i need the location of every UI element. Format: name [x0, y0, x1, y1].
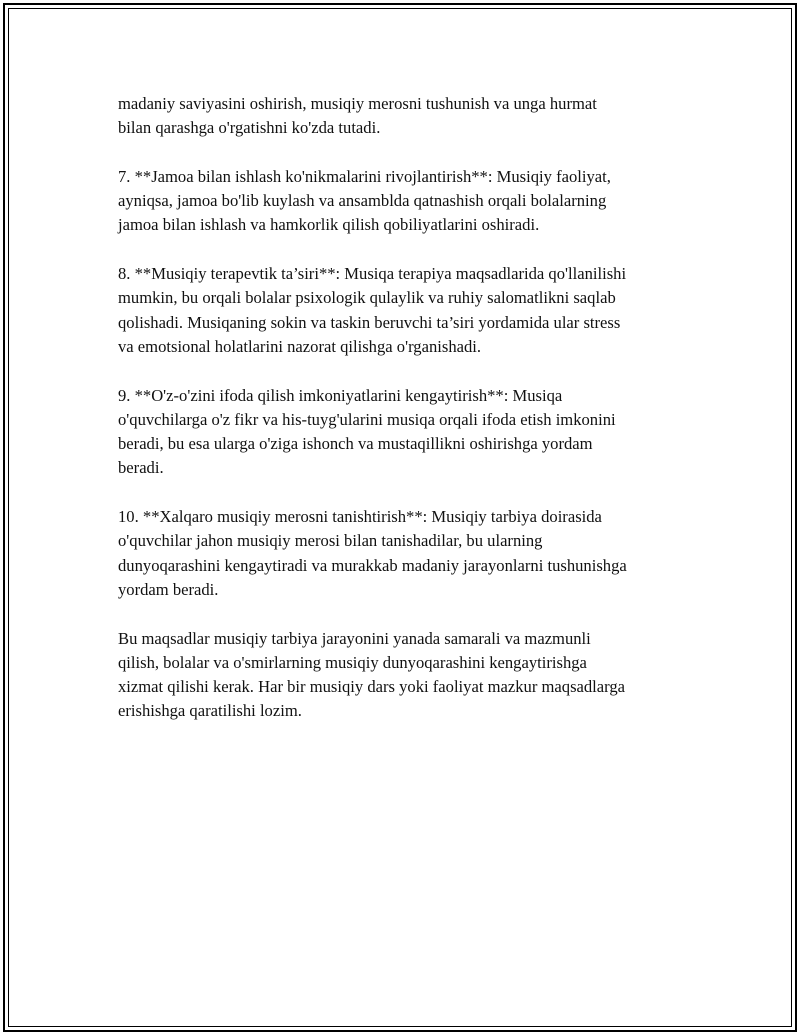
paragraph-conclusion: Bu maqsadlar musiqiy tarbiya jarayonini yanada samarali va mazmunli qilish, bolalar va o'smirlarning musiqiy dunyoqarashini kengaytirishga xizmat qilishi kerak. Har bir musiqiy dars yoki faoliyat mazkur maqsadlarga erishishga qaratilishi lozim.	[118, 628, 626, 721]
paragraph-item-7: 7. **Jamoa bilan ishlash ko'nikmalarini rivojlantirish**: Musiqiy faoliyat, ayniqsa, jamoa bo'lib kuylash va ansamblda qatnashish orqali bolalarning jamoa bilan ishlash va hamkorlik qilish qobiliyatlarini oshiradi.	[118, 166, 611, 235]
paragraph-item-10: 10. **Xalqaro musiqiy merosni tanishtirish**: Musiqiy tarbiya doirasida o'quvchilar jahon musiqiy merosi bilan tanishadilar, bu ularning dunyoqarashini kengaytiradi va murakkab madaniy jarayonlarni tushunishga yordam beradi.	[118, 507, 627, 599]
paragraph-continuation: madaniy saviyasini oshirish, musiqiy merosni tushunish va unga hurmat bilan qarashga o'rgatishni ko'zda tutadi.	[118, 94, 597, 138]
paragraph-item-8: 8. **Musiqiy terapevtik ta’siri**: Musiqa terapiya maqsadlarida qo'llanilishi mumkin, bu orqali bolalar psixologik qulaylik va ruhiy salomatlikni saqlab qolishadi. Musiqaning sokin va taskin beruvchi ta’siri yordamida ular stress va emotsional holatlarini nazorat qilishga o'rganishadi.	[118, 264, 627, 356]
paragraph-item-9: 9. **O'z-o'zini ifoda qilish imkoniyatlarini kengaytirish**: Musiqa o'quvchilarga o'z fikr va his-tuyg'ularini musiqa orqali ifoda etish imkonini beradi, bu esa ularga o'ziga ishonch va mustaqillikni oshirishga yordam beradi.	[118, 385, 616, 478]
document-body	[118, 92, 698, 748]
